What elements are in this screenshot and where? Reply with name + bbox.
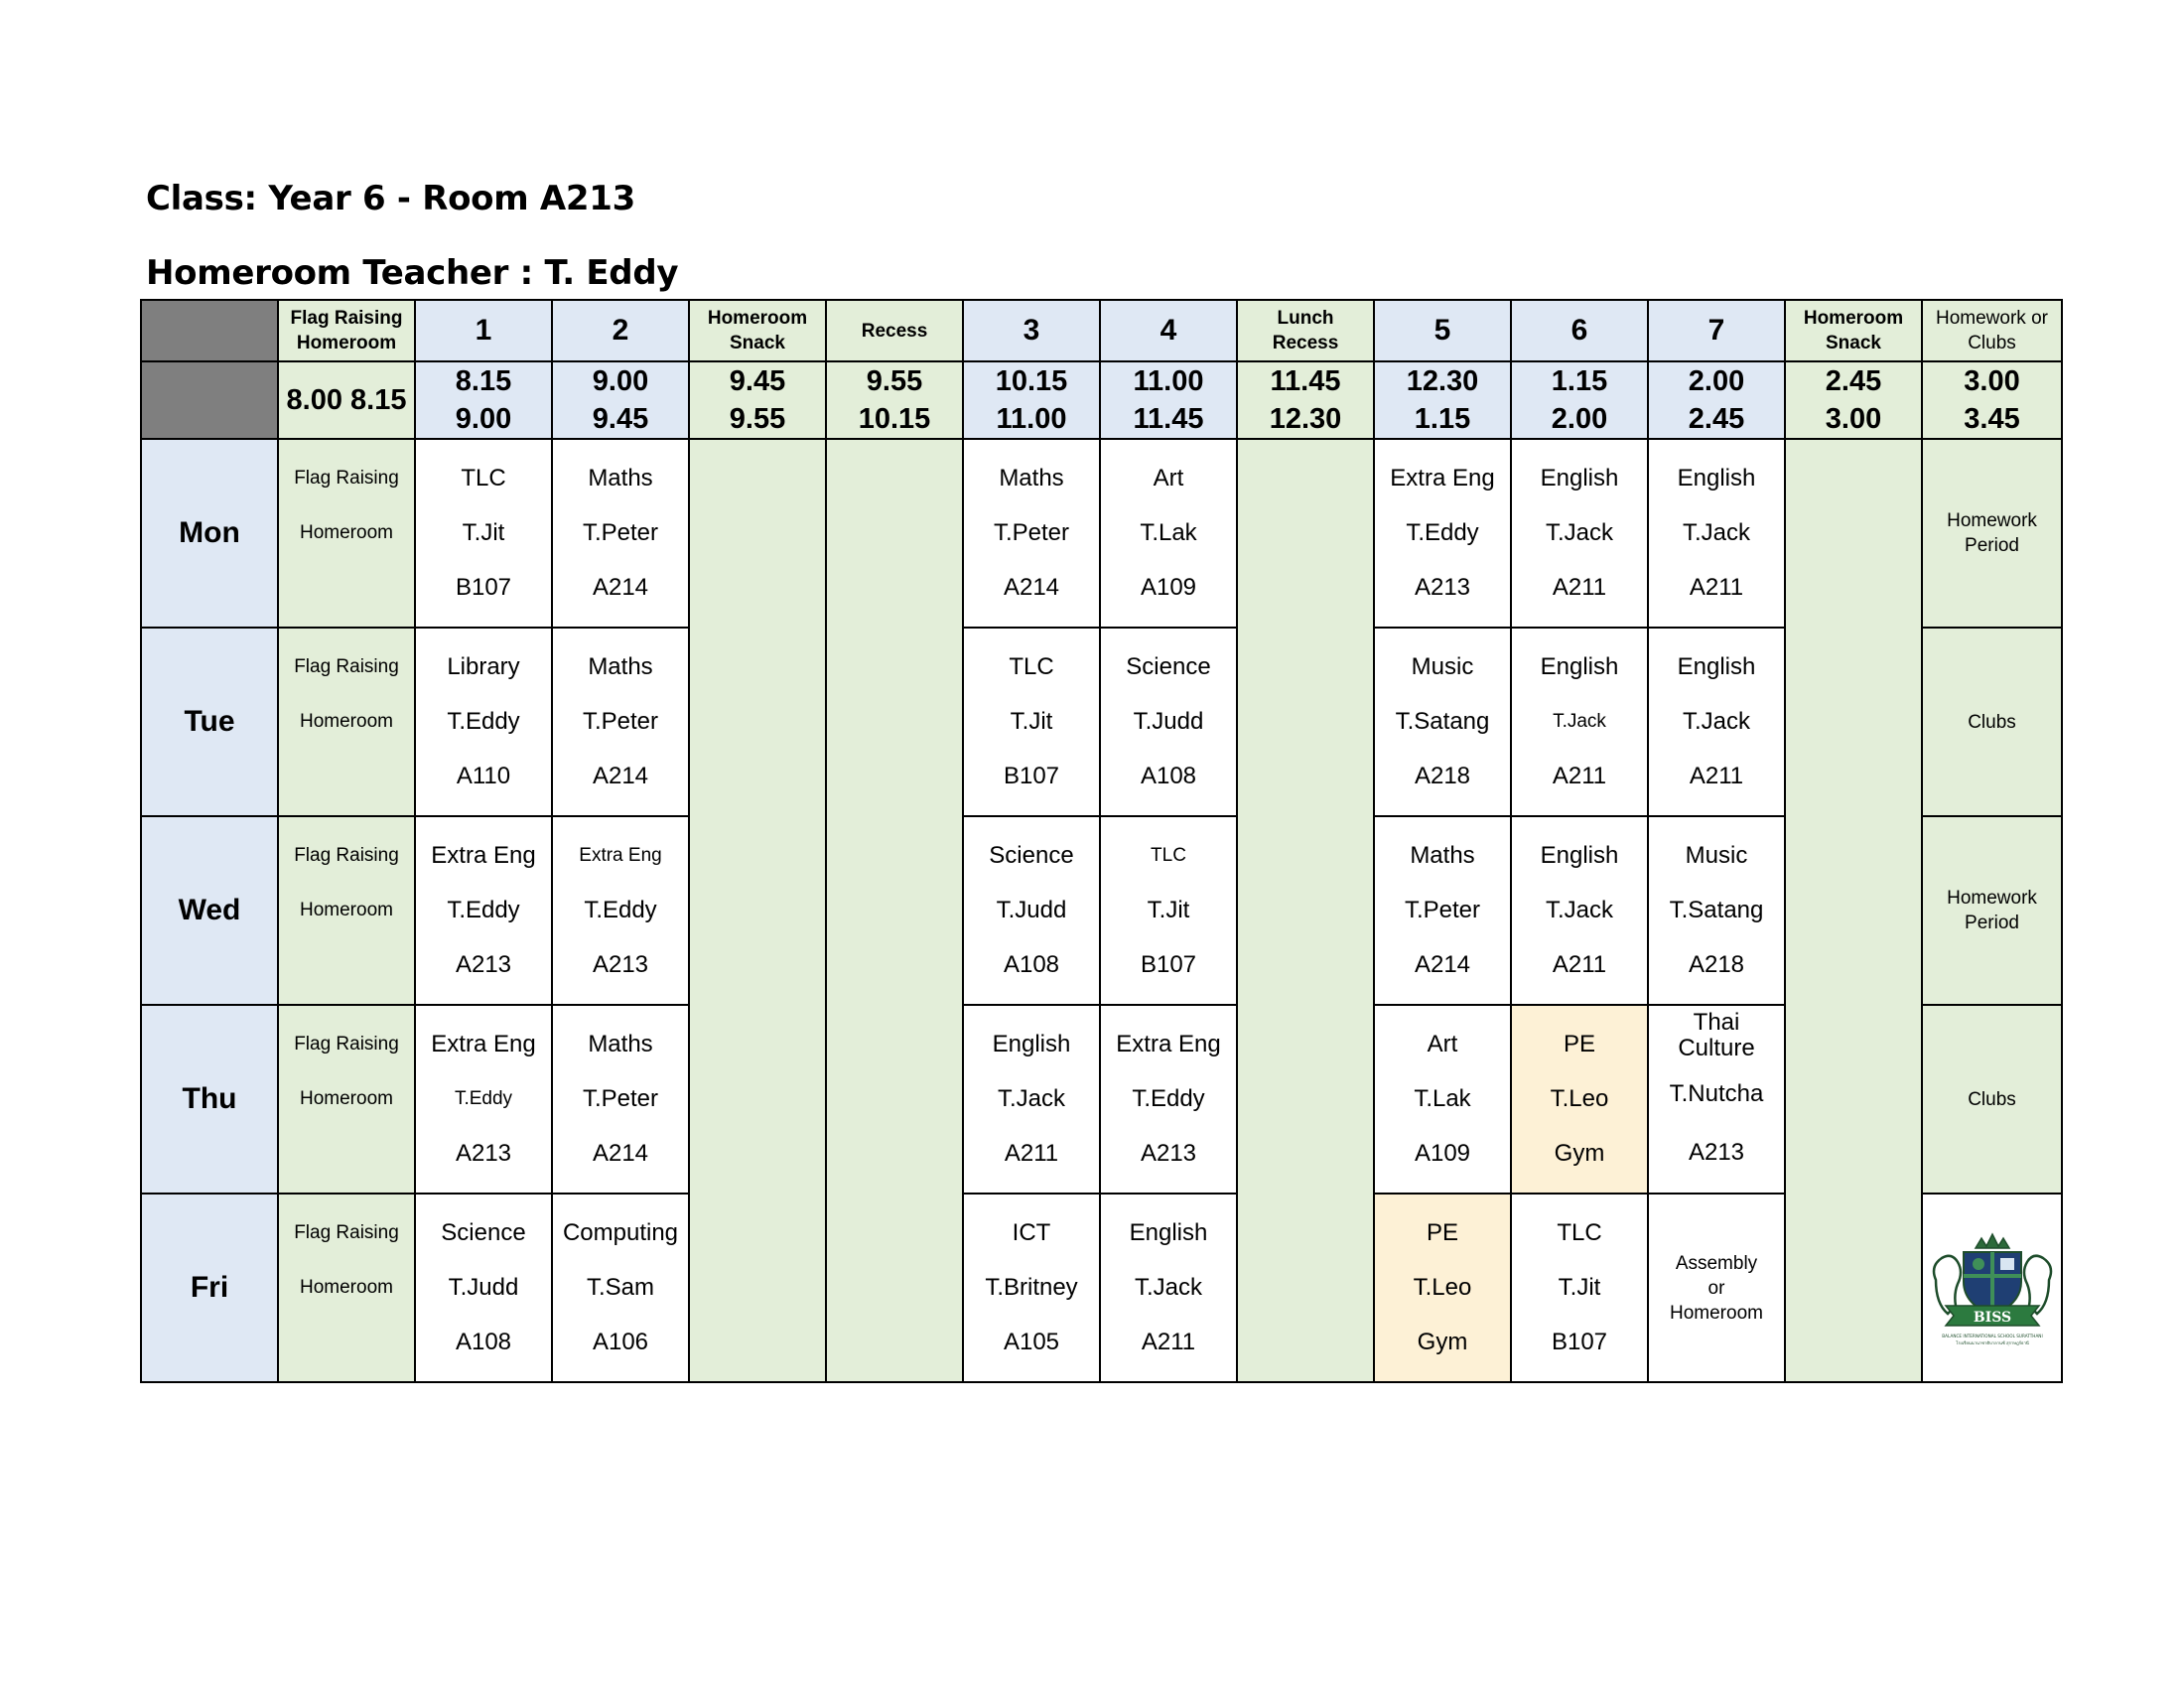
lesson-cell: [1648, 816, 1785, 1005]
flag-homeroom-cell: [278, 628, 415, 816]
lesson-cell: [415, 1194, 552, 1382]
subject: Science: [989, 841, 1074, 869]
subject: TLC: [1151, 844, 1186, 866]
day-label: Thu: [141, 1005, 278, 1194]
flag-label: Flag Raising: [294, 1033, 399, 1055]
subject: Library: [447, 652, 520, 680]
flag-homeroom-cell: [278, 816, 415, 1005]
room: A214: [592, 763, 649, 790]
room: A105: [1003, 1329, 1060, 1356]
lesson-cell: [552, 816, 689, 1005]
subject: ICT: [1012, 1218, 1051, 1246]
lesson-cell: [1100, 1194, 1237, 1382]
day-row-mon: [141, 439, 2062, 628]
room: A213: [592, 951, 649, 979]
subject: English: [1540, 652, 1619, 680]
day-row-wed: [141, 816, 2062, 1005]
time-end: 3.45: [1964, 403, 2020, 435]
room: Gym: [1417, 1329, 1468, 1356]
room: A211: [1141, 1329, 1196, 1356]
lesson-cell: [415, 1005, 552, 1194]
time-end: 10.15: [858, 403, 931, 435]
teacher: T.Jit: [462, 518, 505, 546]
teacher: T.Eddy: [447, 707, 520, 735]
room: A211: [1552, 951, 1607, 979]
teacher: T.Eddy: [447, 896, 520, 923]
flag-label: Flag Raising: [294, 844, 399, 866]
time-start: 12.30: [1406, 365, 1479, 397]
lesson-cell: [1100, 439, 1237, 628]
activity-line1: Homework: [1947, 888, 2037, 909]
homeroom-label: Homeroom: [300, 1087, 393, 1109]
day-label: Wed: [141, 816, 278, 1005]
lesson-cell: [552, 628, 689, 816]
time-end: 11.00: [996, 403, 1067, 435]
room: A108: [455, 1329, 512, 1356]
subject: Extra Eng: [431, 1030, 536, 1057]
header-homework-line2: Clubs: [1968, 333, 2016, 353]
subject: Extra Eng: [1390, 464, 1495, 492]
teacher: T.Jit: [1558, 1273, 1601, 1301]
room: A213: [455, 951, 512, 979]
assembly-line3: Homeroom: [1670, 1302, 1763, 1324]
teacher: T.Jack: [1545, 896, 1613, 923]
time-homework: [1922, 361, 2062, 439]
teacher: T.Judd: [1133, 707, 1204, 735]
subject: English: [1129, 1218, 1208, 1246]
room: Gym: [1554, 1140, 1605, 1168]
time-end: 9.55: [729, 403, 786, 435]
activity-line2: Period: [1965, 535, 2019, 556]
time-lunch: [1237, 361, 1374, 439]
teacher: T.Lak: [1140, 518, 1197, 546]
homeroom-label: Homeroom: [300, 710, 393, 732]
time-snack: [689, 361, 826, 439]
subject: Music: [1411, 652, 1474, 680]
teacher: T.Judd: [448, 1273, 519, 1301]
subject: Maths: [999, 464, 1064, 492]
header-snack-line1: Homeroom: [707, 308, 808, 329]
subject: Maths: [588, 1030, 653, 1057]
teacher: T.Peter: [1404, 896, 1481, 923]
assembly-cell: [1648, 1194, 1785, 1382]
room: A214: [1414, 951, 1471, 979]
header-flag: [278, 300, 415, 361]
lesson-cell: [1511, 1194, 1648, 1382]
subject: Science: [441, 1218, 526, 1246]
header-snack-line2: Snack: [730, 333, 785, 353]
lesson-cell: [415, 816, 552, 1005]
header-period-7: 7: [1648, 300, 1785, 361]
teacher: T.Jack: [1682, 707, 1750, 735]
room: A109: [1414, 1140, 1471, 1168]
teacher: T.Jit: [1147, 896, 1190, 923]
room: A218: [1414, 763, 1471, 790]
subject: TLC: [461, 464, 506, 492]
header-period-3: 3: [963, 300, 1100, 361]
subject: Thai Culture: [1678, 1009, 1755, 1062]
homework-clubs-cell: [1922, 628, 2062, 816]
teacher: T.Jack: [1682, 518, 1750, 546]
subject: Extra Eng: [431, 841, 536, 869]
lesson-cell: [1648, 628, 1785, 816]
header-homeroom-snack-2: [1785, 300, 1922, 361]
time-start: 9.55: [866, 365, 923, 397]
lesson-cell: [1511, 816, 1648, 1005]
time-start: 2.00: [1688, 365, 1745, 397]
lesson-cell: [1100, 628, 1237, 816]
teacher: T.Leo: [1413, 1273, 1472, 1301]
day-row-thu: [141, 1005, 2062, 1194]
room: A110: [456, 763, 511, 790]
room: B107: [1003, 763, 1060, 790]
room: A109: [1140, 574, 1197, 602]
teacher: T.Eddy: [1132, 1084, 1205, 1112]
lesson-cell: [963, 628, 1100, 816]
logo-caption-thai: โรงเรียนนานาชาติบาลานซ์ สุราษฎร์ธานี: [1955, 1340, 2029, 1345]
teacher: T.Eddy: [1406, 518, 1479, 546]
header-lunch-line1: Lunch: [1277, 308, 1334, 329]
teacher: T.Jack: [1134, 1273, 1202, 1301]
lunch-column-body: [1237, 439, 1374, 1382]
homeroom-label: Homeroom: [300, 521, 393, 543]
flag-label: Flag Raising: [294, 1221, 399, 1243]
day-label: Tue: [141, 628, 278, 816]
lesson-cell: [1374, 628, 1511, 816]
lesson-cell: [1648, 439, 1785, 628]
header-flag-line2: Homeroom: [296, 333, 397, 353]
lesson-cell: [963, 439, 1100, 628]
activity-line1: Clubs: [1968, 1088, 2016, 1110]
header-snack2-line2: Snack: [1826, 333, 1881, 353]
teacher: T.Sam: [586, 1273, 654, 1301]
time-end: 11.45: [1133, 403, 1204, 435]
crown-icon: [1976, 1234, 2009, 1248]
subject: Maths: [588, 464, 653, 492]
snack2-column-body: [1785, 439, 1922, 1382]
time-flag: 8.00 8.15: [278, 361, 415, 439]
subject: Computing: [562, 1218, 679, 1246]
homeroom-teacher-title: Homeroom Teacher : T. Eddy: [146, 253, 679, 293]
room: A213: [1414, 574, 1471, 602]
lesson-cell: [552, 1194, 689, 1382]
time-start: 3.00: [1964, 365, 2020, 397]
time-period-1: [415, 361, 552, 439]
activity-line1: Homework: [1947, 510, 2037, 531]
class-title: Class: Year 6 - Room A213: [146, 179, 635, 218]
header-period-6: 6: [1511, 300, 1648, 361]
subject: Art: [1153, 464, 1184, 492]
header-row: [141, 300, 2062, 361]
room: B107: [1140, 951, 1197, 979]
header-period-2: 2: [552, 300, 689, 361]
flag-homeroom-cell: [278, 439, 415, 628]
teacher: T.Peter: [582, 1084, 659, 1112]
room: B107: [1551, 1329, 1608, 1356]
subject: Extra Eng: [579, 844, 662, 866]
activity-line2: Period: [1965, 913, 2019, 933]
subject: English: [1540, 841, 1619, 869]
time-period-6: [1511, 361, 1648, 439]
teacher: T.Peter: [993, 518, 1070, 546]
day-label: Fri: [141, 1194, 278, 1382]
room: A211: [1004, 1140, 1059, 1168]
teacher: T.Satang: [1669, 896, 1764, 923]
time-end: 3.00: [1825, 403, 1882, 435]
snack-column-body: [689, 439, 826, 1382]
time-start: 10.15: [995, 365, 1068, 397]
teacher: T.Lak: [1414, 1084, 1471, 1112]
time-end: 9.00: [455, 403, 512, 435]
lesson-cell: [1511, 439, 1648, 628]
corner-cell-2: [141, 361, 278, 439]
homework-clubs-cell: [1922, 816, 2062, 1005]
time-end: 1.15: [1414, 403, 1471, 435]
assembly-line2: or: [1707, 1277, 1725, 1299]
flag-label: Flag Raising: [294, 467, 399, 489]
corner-cell: [141, 300, 278, 361]
homeroom-label: Homeroom: [300, 899, 393, 920]
subject: Extra Eng: [1116, 1030, 1221, 1057]
lesson-cell: [415, 439, 552, 628]
teacher: T.Judd: [996, 896, 1067, 923]
time-start: 2.45: [1825, 365, 1882, 397]
lesson-cell: [1511, 628, 1648, 816]
header-snack2-line1: Homeroom: [1803, 308, 1904, 329]
header-lunch-recess: [1237, 300, 1374, 361]
homework-clubs-cell: [1922, 1005, 2062, 1194]
logo-caption: BALANCE INTERNATIONAL SCHOOL SURATTHANI: [1941, 1334, 2043, 1338]
activity-line1: Clubs: [1968, 711, 2016, 733]
subject: English: [992, 1030, 1071, 1057]
homework-clubs-cell: [1922, 439, 2062, 628]
shield-emblem-icon: [1973, 1258, 1984, 1270]
teacher: T.Britney: [985, 1273, 1078, 1301]
book-icon: [2000, 1258, 2014, 1270]
time-period-7: [1648, 361, 1785, 439]
time-start: 11.45: [1270, 365, 1341, 397]
room: A211: [1689, 763, 1744, 790]
room: A108: [1003, 951, 1060, 979]
teacher: T.Nutcha: [1669, 1079, 1764, 1107]
flag-homeroom-cell: [278, 1194, 415, 1382]
lesson-cell: [1648, 1005, 1785, 1194]
lesson-cell: [1374, 1005, 1511, 1194]
school-logo-cell: [1922, 1194, 2062, 1382]
recess-column-body: [826, 439, 963, 1382]
lesson-cell: [552, 439, 689, 628]
room: A106: [592, 1329, 649, 1356]
teacher: T.Leo: [1550, 1084, 1609, 1112]
room: A214: [592, 574, 649, 602]
header-period-5: 5: [1374, 300, 1511, 361]
lesson-cell: [963, 1194, 1100, 1382]
time-start: 9.00: [592, 365, 649, 397]
room: A213: [1688, 1138, 1745, 1166]
room: A214: [1003, 574, 1060, 602]
subject: PE: [1426, 1218, 1458, 1246]
room: A108: [1140, 763, 1197, 790]
subject: TLC: [1557, 1218, 1602, 1246]
teacher: T.Peter: [582, 518, 659, 546]
timetable: [140, 299, 2063, 1383]
lesson-cell: [552, 1005, 689, 1194]
time-end: 12.30: [1269, 403, 1342, 435]
subject: English: [1540, 464, 1619, 492]
lesson-cell: [1374, 439, 1511, 628]
day-label: Mon: [141, 439, 278, 628]
subject: PE: [1563, 1030, 1595, 1057]
teacher: T.Peter: [582, 707, 659, 735]
header-period-1: 1: [415, 300, 552, 361]
teacher: T.Jack: [997, 1084, 1065, 1112]
header-homework-line1: Homework or: [1936, 308, 2048, 329]
day-row-fri: [141, 1194, 2062, 1382]
room: A211: [1689, 574, 1744, 602]
subject: English: [1677, 464, 1756, 492]
subject: Maths: [1410, 841, 1475, 869]
homeroom-label: Homeroom: [300, 1276, 393, 1298]
header-flag-line1: Flag Raising: [290, 308, 403, 329]
lesson-cell: [1100, 1005, 1237, 1194]
time-period-5: [1374, 361, 1511, 439]
time-period-4: [1100, 361, 1237, 439]
teacher: T.Eddy: [454, 1087, 513, 1109]
subject: TLC: [1009, 652, 1054, 680]
day-row-tue: [141, 628, 2062, 816]
time-recess: [826, 361, 963, 439]
time-start: 8.15: [455, 365, 512, 397]
room: A211: [1552, 574, 1607, 602]
teacher: T.Satang: [1395, 707, 1490, 735]
logo-text: BISS: [1973, 1310, 2011, 1326]
header-period-4: 4: [1100, 300, 1237, 361]
room: A213: [455, 1140, 512, 1168]
lesson-cell: [963, 1005, 1100, 1194]
header-homeroom-snack: [689, 300, 826, 361]
time-row: [141, 361, 2062, 439]
header-homework-clubs: [1922, 300, 2062, 361]
room: A213: [1140, 1140, 1197, 1168]
subject: Art: [1427, 1030, 1458, 1057]
lesson-cell: [963, 816, 1100, 1005]
time-end: 2.00: [1551, 403, 1608, 435]
lesson-cell: [415, 628, 552, 816]
teacher: T.Eddy: [584, 896, 657, 923]
school-logo: [1924, 1218, 2061, 1357]
room: A211: [1552, 763, 1607, 790]
room: B107: [455, 574, 512, 602]
subject: Music: [1685, 841, 1748, 869]
assembly-line1: Assembly: [1675, 1252, 1758, 1274]
header-lunch-line2: Recess: [1272, 333, 1339, 353]
room: A214: [592, 1140, 649, 1168]
subject: Science: [1126, 652, 1211, 680]
lesson-cell-pe: [1511, 1005, 1648, 1194]
time-end: 2.45: [1688, 403, 1745, 435]
flag-label: Flag Raising: [294, 655, 399, 677]
time-start: 1.15: [1551, 365, 1608, 397]
time-start: 9.45: [729, 365, 786, 397]
lesson-cell: [1374, 816, 1511, 1005]
flag-homeroom-cell: [278, 1005, 415, 1194]
lesson-cell: [1100, 816, 1237, 1005]
time-end: 9.45: [592, 403, 649, 435]
teacher: T.Jack: [1553, 710, 1606, 732]
subject: English: [1677, 652, 1756, 680]
teacher: T.Jack: [1545, 518, 1613, 546]
time-period-3: [963, 361, 1100, 439]
header-recess: Recess: [826, 300, 963, 361]
lesson-cell-pe: [1374, 1194, 1511, 1382]
time-snack-2: [1785, 361, 1922, 439]
room: A218: [1688, 951, 1745, 979]
subject: Maths: [588, 652, 653, 680]
time-start: 11.00: [1133, 365, 1204, 397]
time-period-2: [552, 361, 689, 439]
teacher: T.Jit: [1010, 707, 1053, 735]
